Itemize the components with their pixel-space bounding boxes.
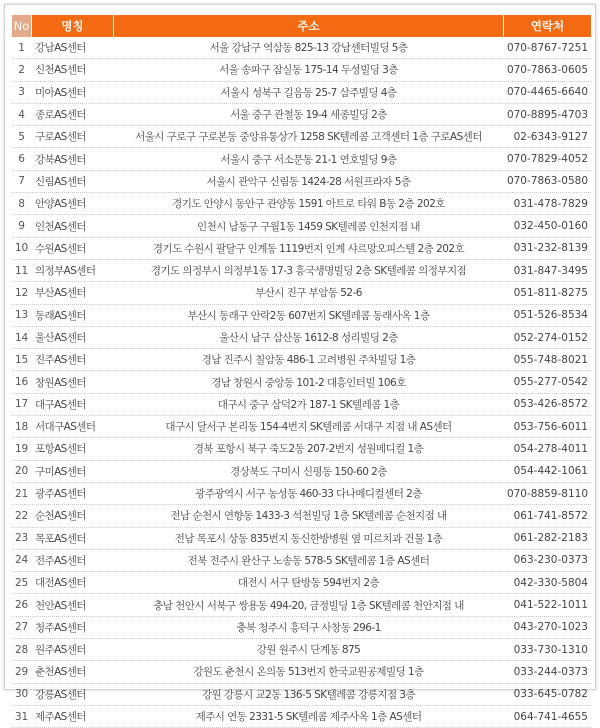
table-row xyxy=(12,104,591,126)
center-name: 제주AS센터 xyxy=(32,706,113,728)
row-number: 29 xyxy=(12,661,31,683)
row-number: 14 xyxy=(12,327,31,349)
center-name: 수원AS센터 xyxy=(32,238,113,260)
center-address: 부산시 동래구 안락2동 607번지 SK텔레콤 동래사옥 1층 xyxy=(114,305,503,327)
center-address: 대구시 달서구 본리동 154-4번지 SK텔레콤 서대구 지점 내 AS센터 xyxy=(114,416,503,438)
center-address: 대구시 중구 삼덕2가 187-1 SK텔레콤 1층 xyxy=(114,394,503,416)
center-address: 광주광역시 서구 농성동 460-33 다나메디컬센터 2층 xyxy=(114,483,503,505)
center-name: 신림AS센터 xyxy=(32,171,113,193)
row-number: 16 xyxy=(12,371,31,393)
table-row xyxy=(12,416,591,438)
center-phone: 051-526-8534 xyxy=(504,305,591,327)
center-address: 경상북도 구미시 신평동 150-60 2층 xyxy=(114,461,503,483)
table-row xyxy=(12,349,591,371)
table-row xyxy=(12,193,591,215)
center-name: 구로AS센터 xyxy=(32,126,113,148)
center-phone: 070-7829-4052 xyxy=(504,148,591,170)
center-address: 경북 포항시 북구 죽도2동 207-2번지 성원메디컬 1층 xyxy=(114,438,503,460)
center-address: 강원 강릉시 교2동 136-5 SK텔레콤 강릉지점 3층 xyxy=(114,684,503,706)
center-name: 인천AS센터 xyxy=(32,215,113,237)
center-name: 광주AS센터 xyxy=(32,483,113,505)
row-number: 24 xyxy=(12,550,31,572)
center-address: 전남 목포시 상동 835번지 동신한방병원 옆 미르치과 건물 1층 xyxy=(114,528,503,550)
center-name: 대구AS센터 xyxy=(32,394,113,416)
center-name: 대전AS센터 xyxy=(32,572,113,594)
row-number: 10 xyxy=(12,238,31,260)
row-number: 22 xyxy=(12,505,31,527)
center-phone: 032-450-0160 xyxy=(504,215,591,237)
row-number: 6 xyxy=(12,148,31,170)
table-row xyxy=(12,305,591,327)
center-name: 춘천AS센터 xyxy=(32,661,113,683)
center-phone: 033-244-0373 xyxy=(504,661,591,683)
center-phone: 070-7863-0580 xyxy=(504,171,591,193)
center-phone: 033-730-1310 xyxy=(504,639,591,661)
row-number: 5 xyxy=(12,126,31,148)
center-phone: 070-8895-4703 xyxy=(504,104,591,126)
as-center-table xyxy=(11,15,592,728)
row-number: 3 xyxy=(12,82,31,104)
center-phone: 061-741-8572 xyxy=(504,505,591,527)
table-row xyxy=(12,126,591,148)
table-row xyxy=(12,438,591,460)
center-phone: 043-270-1023 xyxy=(504,617,591,639)
center-phone: 033-645-0782 xyxy=(504,684,591,706)
center-phone: 055-748-8021 xyxy=(504,349,591,371)
table-row xyxy=(12,550,591,572)
center-name: 목포AS센터 xyxy=(32,528,113,550)
center-address: 경기도 수원시 팔달구 인계동 1119번지 인계 샤르망오피스텔 2층 202호 xyxy=(114,238,503,260)
center-address: 강원도 춘천시 온의동 513번지 한국교원공제빌딩 1층 xyxy=(114,661,503,683)
center-name: 강남AS센터 xyxy=(32,37,113,59)
center-address: 경기도 의정부시 의정부1동 17-3 흥국생명빌딩 2층 SK텔레콤 의정부지점 xyxy=(114,260,503,282)
center-address: 서울 중구 관철동 19-4 세종빌딩 2층 xyxy=(114,104,503,126)
table-row xyxy=(12,37,591,59)
table-row xyxy=(12,639,591,661)
center-phone: 041-522-1011 xyxy=(504,594,591,616)
table-row xyxy=(12,82,591,104)
center-address: 경남 창원시 중앙동 101-2 대흥인터빌 106호 xyxy=(114,371,503,393)
table-row xyxy=(12,260,591,282)
center-phone: 042-330-5804 xyxy=(504,572,591,594)
center-phone: 053-426-8572 xyxy=(504,394,591,416)
row-number: 28 xyxy=(12,639,31,661)
table-row xyxy=(12,706,591,728)
row-number: 20 xyxy=(12,461,31,483)
table-row xyxy=(12,572,591,594)
center-phone: 070-8859-8110 xyxy=(504,483,591,505)
row-number: 11 xyxy=(12,260,31,282)
center-phone: 061-282-2183 xyxy=(504,528,591,550)
center-phone: 051-811-8275 xyxy=(504,282,591,304)
center-name: 울산AS센터 xyxy=(32,327,113,349)
center-name: 서대구AS센터 xyxy=(32,416,113,438)
center-phone: 031-232-8139 xyxy=(504,238,591,260)
table-row xyxy=(12,661,591,683)
table-row xyxy=(12,238,591,260)
table-row xyxy=(12,148,591,170)
center-phone: 031-478-7829 xyxy=(504,193,591,215)
center-address: 경기도 안양시 동안구 관양동 1591 아트로 타워 B동 2층 202호 xyxy=(114,193,503,215)
center-name: 부산AS센터 xyxy=(32,282,113,304)
table-row xyxy=(12,528,591,550)
row-number: 4 xyxy=(12,104,31,126)
center-address: 경남 진주시 칠암동 486-1 고려병원 주차빌딩 1층 xyxy=(114,349,503,371)
table-row xyxy=(12,394,591,416)
center-address: 서울시 구로구 구로본동 중앙유통상가 1258 SK텔레콤 고객센터 1층 구로AS센터 xyxy=(114,126,503,148)
table-row xyxy=(12,327,591,349)
center-phone: 055-277-0542 xyxy=(504,371,591,393)
center-phone: 052-274-0152 xyxy=(504,327,591,349)
row-number: 31 xyxy=(12,706,31,728)
center-address: 제주시 연동 2331-5 SK텔레콤 제주사옥 1층 AS센터 xyxy=(114,706,503,728)
center-phone: 070-7863-0605 xyxy=(504,59,591,81)
center-name: 천안AS센터 xyxy=(32,594,113,616)
center-address: 서울시 중구 서소문동 21-1 연호빌딩 9층 xyxy=(114,148,503,170)
table-row xyxy=(12,505,591,527)
center-address: 강원 원주시 단계동 875 xyxy=(114,639,503,661)
row-number: 2 xyxy=(12,59,31,81)
center-name: 미아AS센터 xyxy=(32,82,113,104)
table-row xyxy=(12,215,591,237)
center-phone: 070-8767-7251 xyxy=(504,37,591,59)
row-number: 18 xyxy=(12,416,31,438)
center-name: 구미AS센터 xyxy=(32,461,113,483)
center-name: 강릉AS센터 xyxy=(32,684,113,706)
row-number: 21 xyxy=(12,483,31,505)
center-address: 서울 강남구 역삼동 825-13 강남센터빌딩 5층 xyxy=(114,37,503,59)
center-address: 대전시 서구 탄방동 594번지 2층 xyxy=(114,572,503,594)
row-number: 19 xyxy=(12,438,31,460)
table-row xyxy=(12,171,591,193)
row-number: 1 xyxy=(12,37,31,59)
row-number: 26 xyxy=(12,594,31,616)
header-name: 명칭 xyxy=(32,15,113,37)
center-address: 충남 천안시 서북구 쌍용동 494-20, 금정빌딩 1층 SK텔레콤 천안지점 내 xyxy=(114,594,503,616)
row-number: 25 xyxy=(12,572,31,594)
center-name: 순천AS센터 xyxy=(32,505,113,527)
center-phone: 064-741-4655 xyxy=(504,706,591,728)
center-name: 전주AS센터 xyxy=(32,550,113,572)
table-row xyxy=(12,461,591,483)
header-no: No xyxy=(12,15,31,37)
row-number: 15 xyxy=(12,349,31,371)
row-number: 27 xyxy=(12,617,31,639)
center-address: 부산시 진구 부암동 52-6 xyxy=(114,282,503,304)
row-number: 9 xyxy=(12,215,31,237)
center-name: 포항AS센터 xyxy=(32,438,113,460)
center-phone: 031-847-3495 xyxy=(504,260,591,282)
table-row xyxy=(12,371,591,393)
header-address: 주소 xyxy=(114,15,503,37)
row-number: 13 xyxy=(12,305,31,327)
center-address: 전북 전주시 완산구 노송동 578-5 SK텔레콤 1층 AS센터 xyxy=(114,550,503,572)
center-name: 진주AS센터 xyxy=(32,349,113,371)
table-row xyxy=(12,59,591,81)
table-header-row xyxy=(12,15,591,37)
center-address: 울산시 남구 삼산동 1612-8 성리빌딩 2층 xyxy=(114,327,503,349)
table-frame xyxy=(4,4,596,724)
row-number: 12 xyxy=(12,282,31,304)
center-phone: 02-6343-9127 xyxy=(504,126,591,148)
center-address: 인천시 남동구 구월1동 1459 SK텔레콤 인천지점 내 xyxy=(114,215,503,237)
center-phone: 070-4465-6640 xyxy=(504,82,591,104)
center-name: 창원AS센터 xyxy=(32,371,113,393)
table-row xyxy=(12,483,591,505)
center-name: 의정부AS센터 xyxy=(32,260,113,282)
row-number: 30 xyxy=(12,684,31,706)
header-contact: 연락처 xyxy=(504,15,591,37)
row-number: 17 xyxy=(12,394,31,416)
row-number: 7 xyxy=(12,171,31,193)
center-phone: 054-278-4011 xyxy=(504,438,591,460)
row-number: 8 xyxy=(12,193,31,215)
center-phone: 063-230-0373 xyxy=(504,550,591,572)
center-name: 원주AS센터 xyxy=(32,639,113,661)
center-name: 청주AS센터 xyxy=(32,617,113,639)
center-address: 전남 순천시 연향동 1433-3 석천빌딩 1층 SK텔레콤 순천지점 내 xyxy=(114,505,503,527)
center-phone: 053-756-6011 xyxy=(504,416,591,438)
table-row xyxy=(12,282,591,304)
table-body xyxy=(12,37,591,728)
center-address: 서울 송파구 잠실동 175-14 두성빌딩 3층 xyxy=(114,59,503,81)
row-number: 23 xyxy=(12,528,31,550)
center-address: 충북 청주시 흥덕구 사창동 296-1 xyxy=(114,617,503,639)
center-address: 서울시 성북구 길음동 25-7 삼주빌딩 4층 xyxy=(114,82,503,104)
center-name: 안양AS센터 xyxy=(32,193,113,215)
center-phone: 054-442-1061 xyxy=(504,461,591,483)
center-name: 신천AS센터 xyxy=(32,59,113,81)
center-name: 종로AS센터 xyxy=(32,104,113,126)
center-address: 서울시 관악구 신림동 1424-28 서원프라자 5층 xyxy=(114,171,503,193)
table-row xyxy=(12,684,591,706)
center-name: 강북AS센터 xyxy=(32,148,113,170)
table-row xyxy=(12,617,591,639)
table-row xyxy=(12,594,591,616)
center-name: 동래AS센터 xyxy=(32,305,113,327)
